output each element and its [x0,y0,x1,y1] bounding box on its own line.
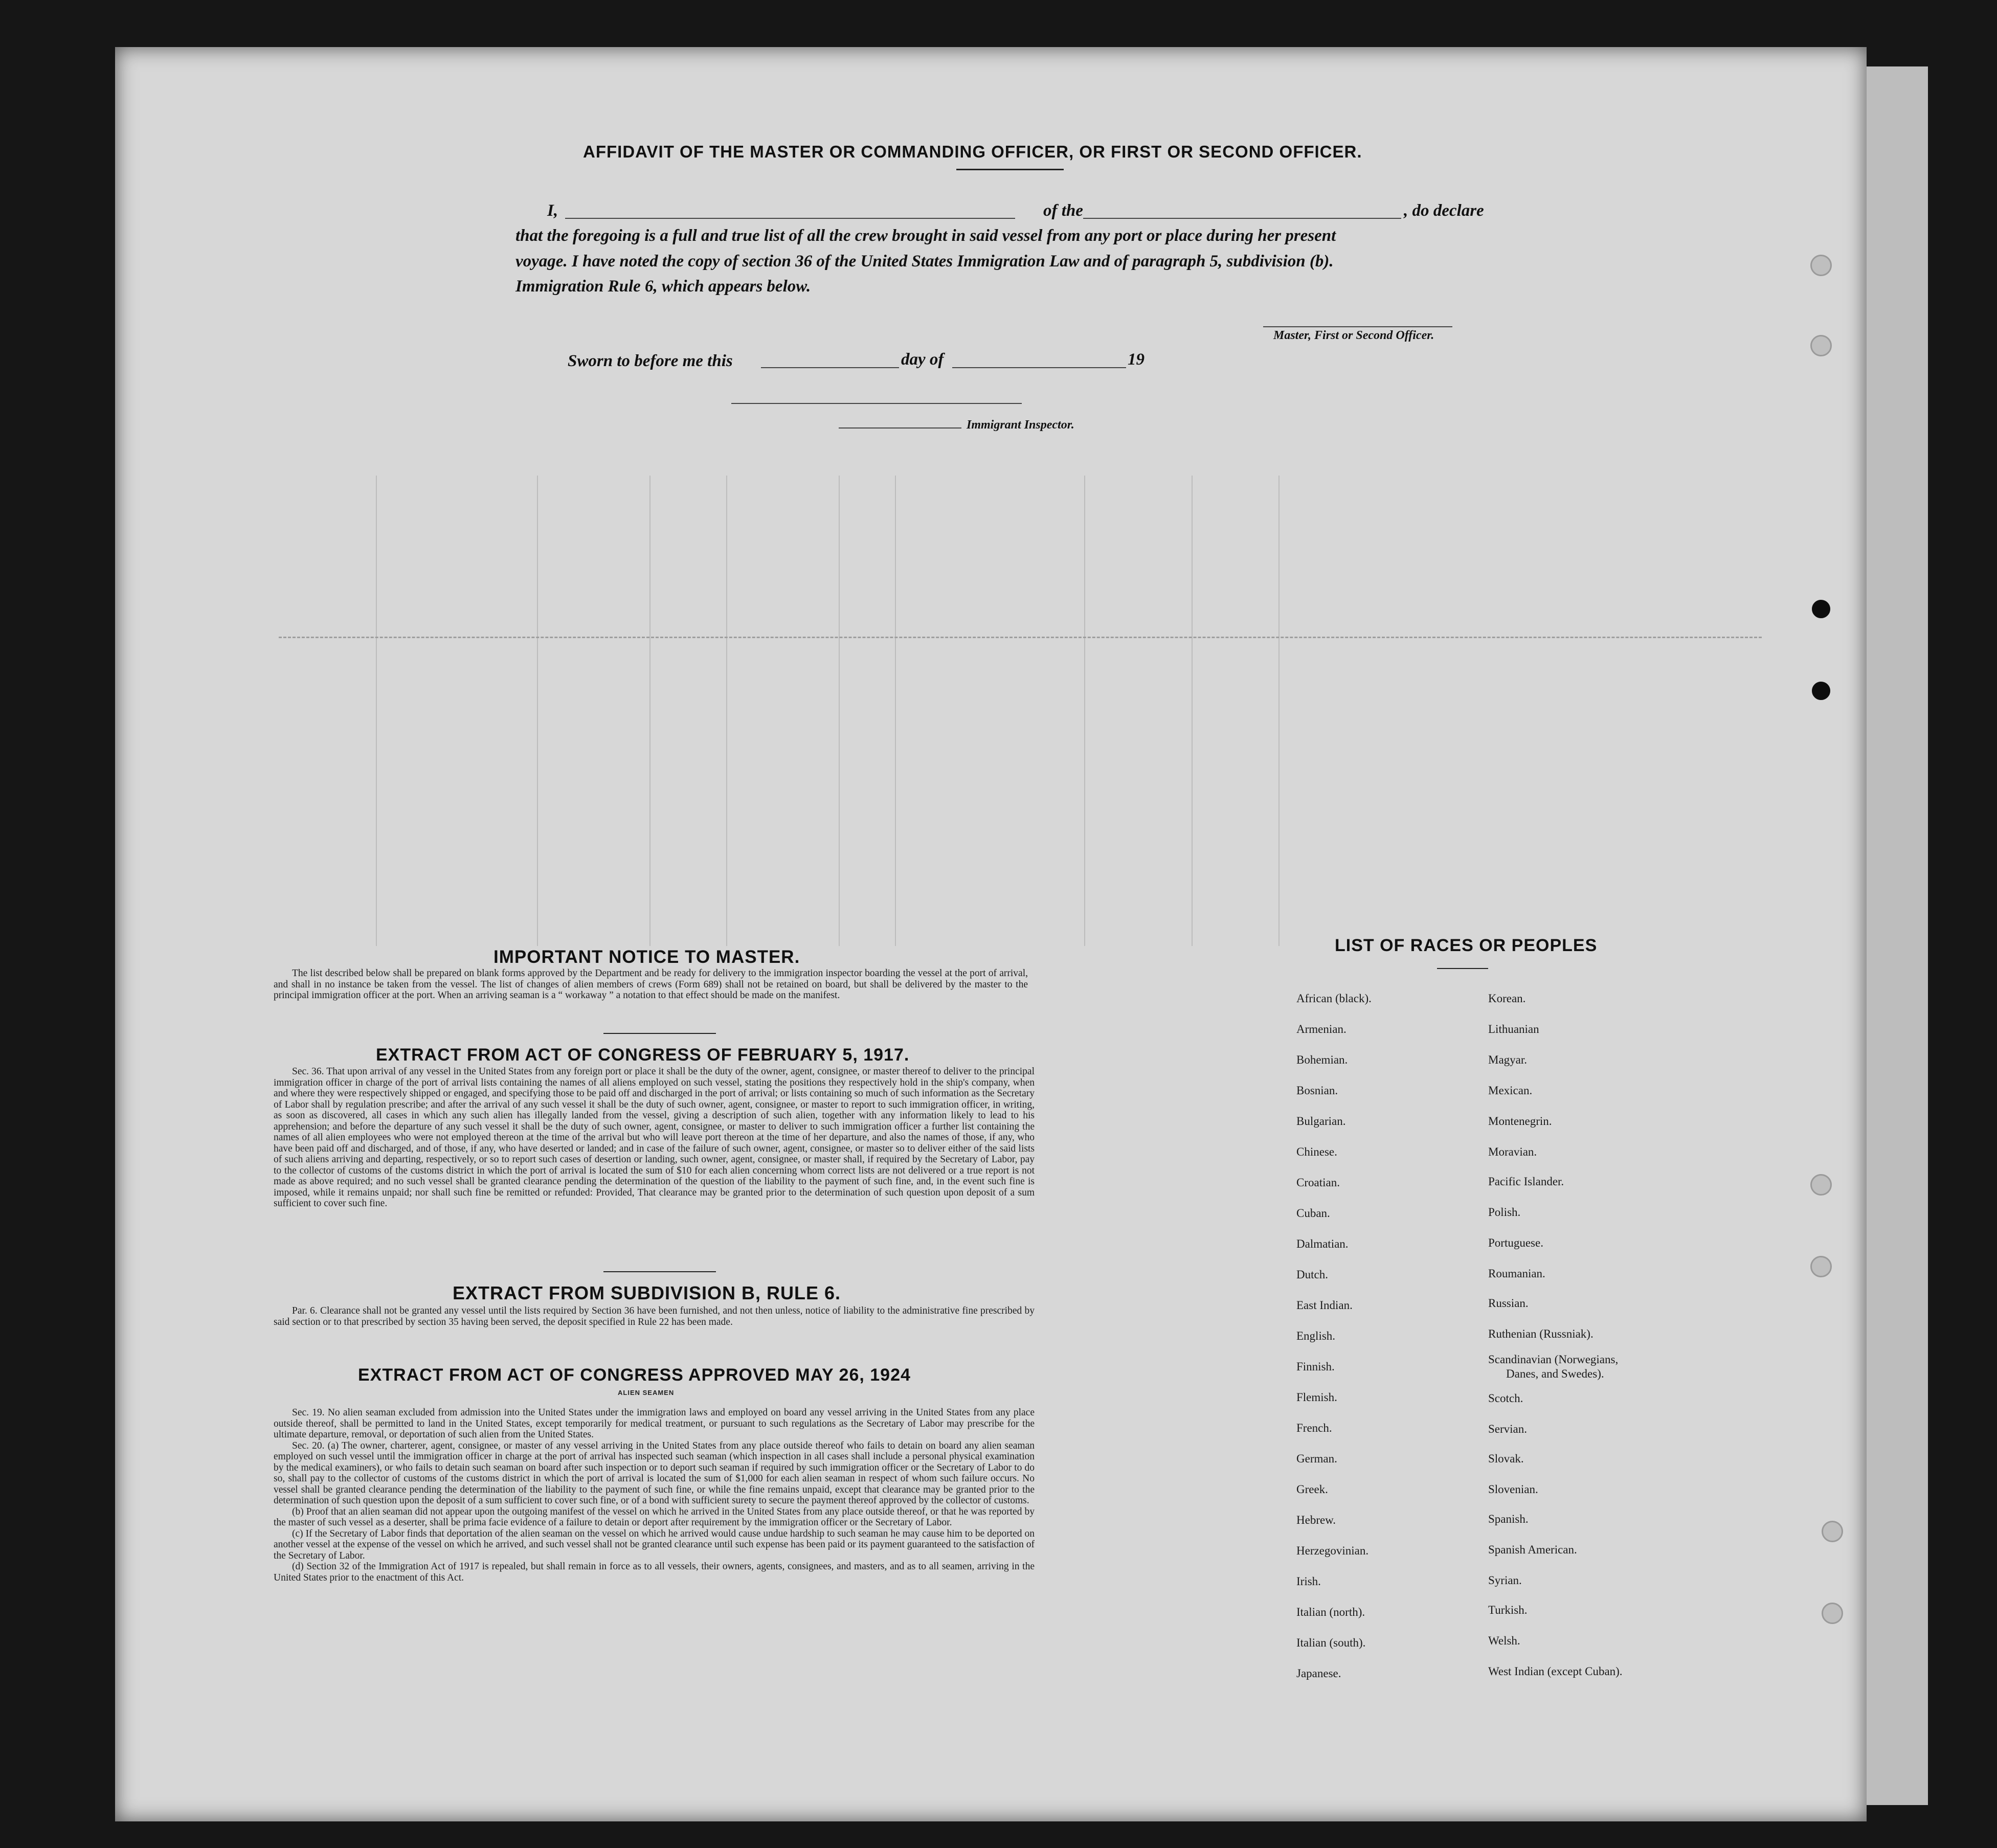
sworn-label: Sworn to before me this [568,352,733,370]
race-item: Ruthenian (Russniak). [1488,1327,1594,1340]
punch-hole [1810,335,1832,356]
race-item: Portuguese. [1488,1236,1543,1249]
race-item: Irish. [1296,1575,1321,1588]
sworn-day-line [761,367,899,368]
race-item: Spanish. [1488,1513,1529,1525]
section-divider [603,1271,716,1272]
extract-1917-title: EXTRACT FROM ACT OF CONGRESS OF FEBRUARY 5, 1917. [376,1045,910,1065]
race-item: Armenian. [1296,1023,1347,1035]
section-divider [603,1033,716,1034]
race-item: Servian. [1488,1423,1528,1435]
faded-divider [279,637,1762,638]
race-item: African (black). [1296,992,1372,1005]
inspector-caption: Immigrant Inspector. [967,418,1074,432]
faded-column-line [376,476,377,946]
inspector-signature-line-2 [839,427,961,429]
extract-1924-text [274,1407,1035,1583]
declarant-name-line [565,218,1015,219]
of-the-label: of the [1043,201,1083,220]
races-title-underline [1437,968,1488,969]
punch-hole [1810,1256,1832,1277]
notice-title: IMPORTANT NOTICE TO MASTER. [493,947,800,967]
race-item: Danes, and Swedes). [1506,1367,1604,1380]
sec-20c-paragraph: (c) If the Secretary of Labor finds that deportation of the alien seaman on the vessel on which he arrived would cause undue hardship to such seaman he may cause him to be deported on another vessel at the expense of the vessel on which he arrived, and such vessel shall not be granted clearance until such expense has been paid or its payment guaranteed to the satisfaction of the Secretary of Labor. [274,1528,1035,1561]
punch-hole [1822,1603,1843,1624]
year-prefix: 19 [1128,350,1145,369]
race-item: Greek. [1296,1483,1328,1496]
alien-seamen-subtitle: ALIEN SEAMEN [618,1389,675,1396]
race-item: Slovak. [1488,1452,1524,1465]
faded-column-line [726,476,727,946]
sworn-month-line [952,367,1126,368]
race-item: Chinese. [1296,1145,1337,1158]
race-item: Bohemian. [1296,1053,1348,1066]
race-item: West Indian (except Cuban). [1488,1665,1623,1678]
affidavit-title: AFFIDAVIT OF THE MASTER OR COMMANDING OFFICER, OR FIRST OR SECOND OFFICER. [583,142,1362,161]
race-item: Herzegovinian. [1296,1544,1369,1557]
faded-column-line [1192,476,1193,946]
race-item: Bulgarian. [1296,1115,1346,1128]
subdivision-b-title: EXTRACT FROM SUBDIVISION B, RULE 6. [453,1282,841,1303]
page-edge [1867,66,1928,1805]
vessel-name-line [1083,218,1401,219]
race-item: Scotch. [1488,1392,1523,1405]
race-item: Lithuanian [1488,1023,1539,1035]
race-item: Montenegrin. [1488,1115,1552,1128]
race-item: Mexican. [1488,1084,1533,1097]
race-item: Korean. [1488,992,1526,1005]
race-item: Russian. [1488,1297,1529,1310]
punch-hole [1810,1174,1832,1196]
statement-line-1: that the foregoing is a full and true list of all the crew brought in said vessel from any port or place during her present [515,227,1336,245]
race-item: Roumanian. [1488,1267,1545,1280]
subdivision-b-text [274,1305,1035,1327]
race-item: East Indian. [1296,1299,1353,1312]
race-item: Hebrew. [1296,1514,1336,1526]
race-item: Spanish American. [1488,1543,1577,1556]
punch-hole [1810,255,1832,276]
race-item: French. [1296,1422,1332,1434]
race-item: Italian (north). [1296,1606,1365,1618]
master-signature-line [1263,326,1452,327]
race-item: Welsh. [1488,1634,1520,1647]
title-underline [956,169,1064,170]
punch-hole [1810,680,1832,702]
declarant-label: I, [547,201,558,220]
race-item: Magyar. [1488,1053,1528,1066]
punch-hole [1810,598,1832,620]
do-declare-label: , do declare [1404,201,1484,220]
sec-19-paragraph: Sec. 19. No alien seaman excluded from admission into the United States under the immigration laws and employed on board any vessel arriving in the United States from any place outside thereof, shall be permitted to land in the United States, except temporarily for medical treatment, or pursuant to such regulations as the Secretary of Labor may prescribe for the ultimate departure, removal, or deportation of such alien from the United States. [274,1407,1035,1440]
faded-column-line [1278,476,1280,946]
faded-column-line [1084,476,1085,946]
statement-line-3: Immigration Rule 6, which appears below. [515,277,811,296]
races-title: LIST OF RACES OR PEOPLES [1335,936,1598,955]
statement-line-2: voyage. I have noted the copy of section 36 of the United States Immigration Law and of paragraph 5, subdivision (b). [515,252,1334,271]
punch-hole [1822,1521,1843,1542]
race-item: Dalmatian. [1296,1237,1349,1250]
race-item: Croatian. [1296,1176,1340,1189]
faded-column-line [895,476,896,946]
race-item: Cuban. [1296,1207,1330,1220]
race-item: Polish. [1488,1206,1521,1219]
race-item: Moravian. [1488,1145,1537,1158]
faded-column-line [839,476,840,946]
race-item: Italian (south). [1296,1636,1366,1649]
master-caption: Master, First or Second Officer. [1273,329,1434,342]
day-of-label: day of [901,350,944,369]
section-36-paragraph: Sec. 36. That upon arrival of any vessel in the United States from any foreign port or place it shall be the duty of the owner, agent, consignee, or master thereof to deliver to the principal immigration officer in charge of the port of arrival lists containing the names of all aliens employed on such vessel, stating the positions they respectively hold in the ship's company, when and where they were respectively shipped or engaged, and specifying those to be paid off and discharged in the port of arrival; or lists containing so much of such information as the Secretary of Labor shall by regulation prescribe; and after the arrival of any such vessel it shall be the duty of such owner, agent, consignee, or master to report to such immigration officer, in writing, as soon as discovered, all cases in which any such alien has illegally landed from the vessel, giving a description of such alien, together with any information likely to lead to his apprehension; and before the departure of any such vessel it shall be the duty of such owner, agent, consignee, or master to deliver to such immigration officer a further list containing the names of all alien employees who were not employed thereon at the time of the arrival but who will leave port thereon at the time of her departure, and also the names of those, if any, who have been paid off and discharged, and of those, if any, who have deserted or landed; and in case of the failure of such owner, agent, consignee, or master so to deliver either of the said lists of such aliens arriving and departing, respectively, or so to report such cases of desertion or landing, such owner, agent, consignee, or master shall, if required by the Secretary of Labor, pay to the collector of customs of the customs district in which the port of arrival is located the sum of $10 for each alien concerning whom correct lists are not delivered or a true report is not made as above required; and no such vessel shall be granted clearance pending the determination of the question of the liability to the payment of such fine, and, in the event such fine is imposed, while it remains unpaid; nor shall such fine be remitted or refunded: Provided, That clearance may be granted prior to the determination of such question upon deposit of a sum sufficient to cover such fine. [274,1066,1035,1209]
race-item: Syrian. [1488,1574,1522,1587]
race-item: English. [1296,1329,1336,1342]
faded-column-line [649,476,650,946]
race-item: Japanese. [1296,1667,1341,1680]
extract-1924-title: EXTRACT FROM ACT OF CONGRESS APPROVED MAY 26, 1924 [358,1365,911,1385]
race-item: Scandinavian (Norwegians, [1488,1353,1619,1366]
sec-20d-paragraph: (d) Section 32 of the Immigration Act of 1917 is repealed, but shall remain in force as to all vessels, their owners, agents, consignees, and masters, and as to all seamen, arriving in the United States prior to the enactment of this Act. [274,1561,1035,1583]
race-item: Bosnian. [1296,1084,1338,1097]
race-item: Slovenian. [1488,1483,1538,1496]
inspector-signature-line [731,403,1022,404]
race-item: Finnish. [1296,1360,1335,1373]
race-item: Pacific Islander. [1488,1175,1564,1188]
par-6-paragraph: Par. 6. Clearance shall not be granted any vessel until the lists required by Section 36 have been furnished, and not then unless, notice of liability to the administrative fine prescribed by said section or to that prescribed by section 35 having been served, the deposit specified in Rule 22 has been made. [274,1305,1035,1327]
race-item: Flemish. [1296,1391,1337,1404]
race-item: Turkish. [1488,1604,1528,1616]
sec-20a-paragraph: Sec. 20. (a) The owner, charterer, agent, consignee, or master of any vessel arriving in the United States from any place outside thereof who fails to detain on board any alien seaman employed on such vessel until the immigration officer in charge at the port of arrival has inspected such seaman (which inspection in all cases shall include a personal physical examination by the medical examiners), or who fails to detain such seaman on board after such inspection or to deport such seaman if required by such immigration officer or the Secretary of Labor to do so, shall pay to the collector of customs of the customs district in which the port of arrival is located the sum of $1,000 for each alien seaman in respect of whom such failure occurs. No vessel shall be granted clearance pending the determination of the liability to the payment of such fine, or while the fine remains unpaid, except that clearance may be granted prior to the determination of such question upon the deposit of a sum sufficient to cover such fine, or of a bond with sufficient surety to secure the payment thereof approved by the collector of customs. [274,1440,1035,1506]
notice-text [274,968,1028,1001]
race-item: German. [1296,1452,1337,1465]
extract-1917-text [274,1066,1035,1209]
faded-column-line [537,476,538,946]
notice-paragraph: The list described below shall be prepared on blank forms approved by the Department and be ready for delivery to the immigration inspector boarding the vessel at the port of arrival, and shall in no instance be taken from the vessel. The list of changes of alien members of crews (Form 689) shall not be retained on board, but shall be delivered by the master to the principal immigration officer at the port. When an arriving seaman is a “ workaway ” a notation to that effect should be made on the manifest. [274,968,1028,1001]
sec-20b-paragraph: (b) Proof that an alien seaman did not appear upon the outgoing manifest of the vessel on which he arrived in the United States from any place outside thereof, or that he was reported by the master of such vessel as a deserter, shall be prima facie evidence of a failure to detain or deport after requirement by the immigration officer or the Secretary of Labor. [274,1506,1035,1528]
race-item: Dutch. [1296,1268,1328,1281]
